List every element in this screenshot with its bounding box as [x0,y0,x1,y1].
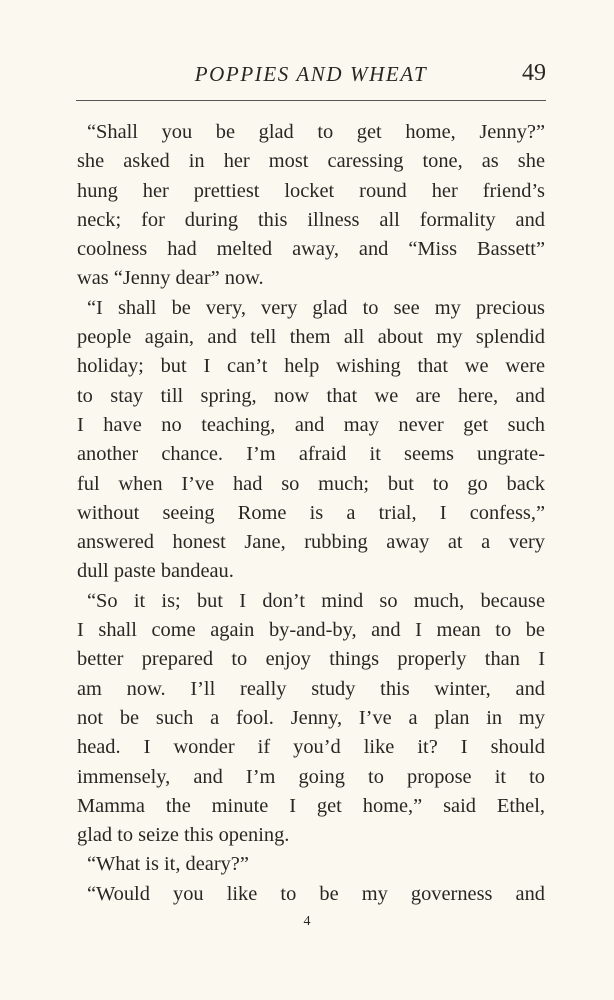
running-head [76,62,546,92]
text-line: to stay till spring, now that we are here, and [77,384,545,407]
text-line: was “Jenny dear” now. [77,267,264,290]
text-line: answered honest Jane, rubbing away at a very [77,531,545,554]
text-line: holiday; but I can’t help wishing that we were [77,355,545,378]
text-line: I have no teaching, and may never get such [77,413,545,436]
text-line: better prepared to enjoy things properly than I [77,648,545,671]
text-line: “Shall you be glad to get home, Jenny?” [87,121,545,143]
text-line: she asked in her most caressing tone, as she [77,150,545,173]
text-line: “What is it, deary?” [87,853,249,876]
signature-mark: 4 [303,914,311,929]
text-line: neck; for during this illness all formality and [77,208,545,231]
text-line: “Would you like to be my governess and [87,882,545,905]
text-line: “So it is; but I don’t mind so much, because [87,589,545,612]
text-line: immensely, and I’m going to propose it to [77,765,545,788]
text-line: Mamma the minute I get home,” said Ethel, [77,794,545,817]
text-line: I shall come again by-and-by, and I mean to be [77,619,545,642]
text-line: not be such a fool. Jenny, I’ve a plan in my [77,706,545,729]
text-line: hung her prettiest locket round her friend’s [77,179,545,202]
text-line: “I shall be very, very glad to see my precious [87,296,545,319]
text-line: head. I wonder if you’d like it? I should [77,736,545,759]
text-line: coolness had melted away, and “Miss Bassett” [77,238,545,261]
text-line: people again, and tell them all about my splendid [77,326,545,349]
text-line: dull paste bandeau. [77,560,234,583]
text-line: another chance. I’m afraid it seems ungrate- [77,443,545,466]
text-line: glad to seize this opening. [77,824,290,847]
text-line: am now. I’ll really study this winter, and [77,677,545,700]
header-rule [76,100,546,101]
text-line: without seeing Rome is a trial, I confess,” [77,501,545,524]
running-title: POPPIES AND WHEAT [194,62,428,86]
body-text [77,118,545,909]
text-line: ful when I’ve had so much; but to go back [77,472,545,495]
page-number: 49 [522,60,546,86]
